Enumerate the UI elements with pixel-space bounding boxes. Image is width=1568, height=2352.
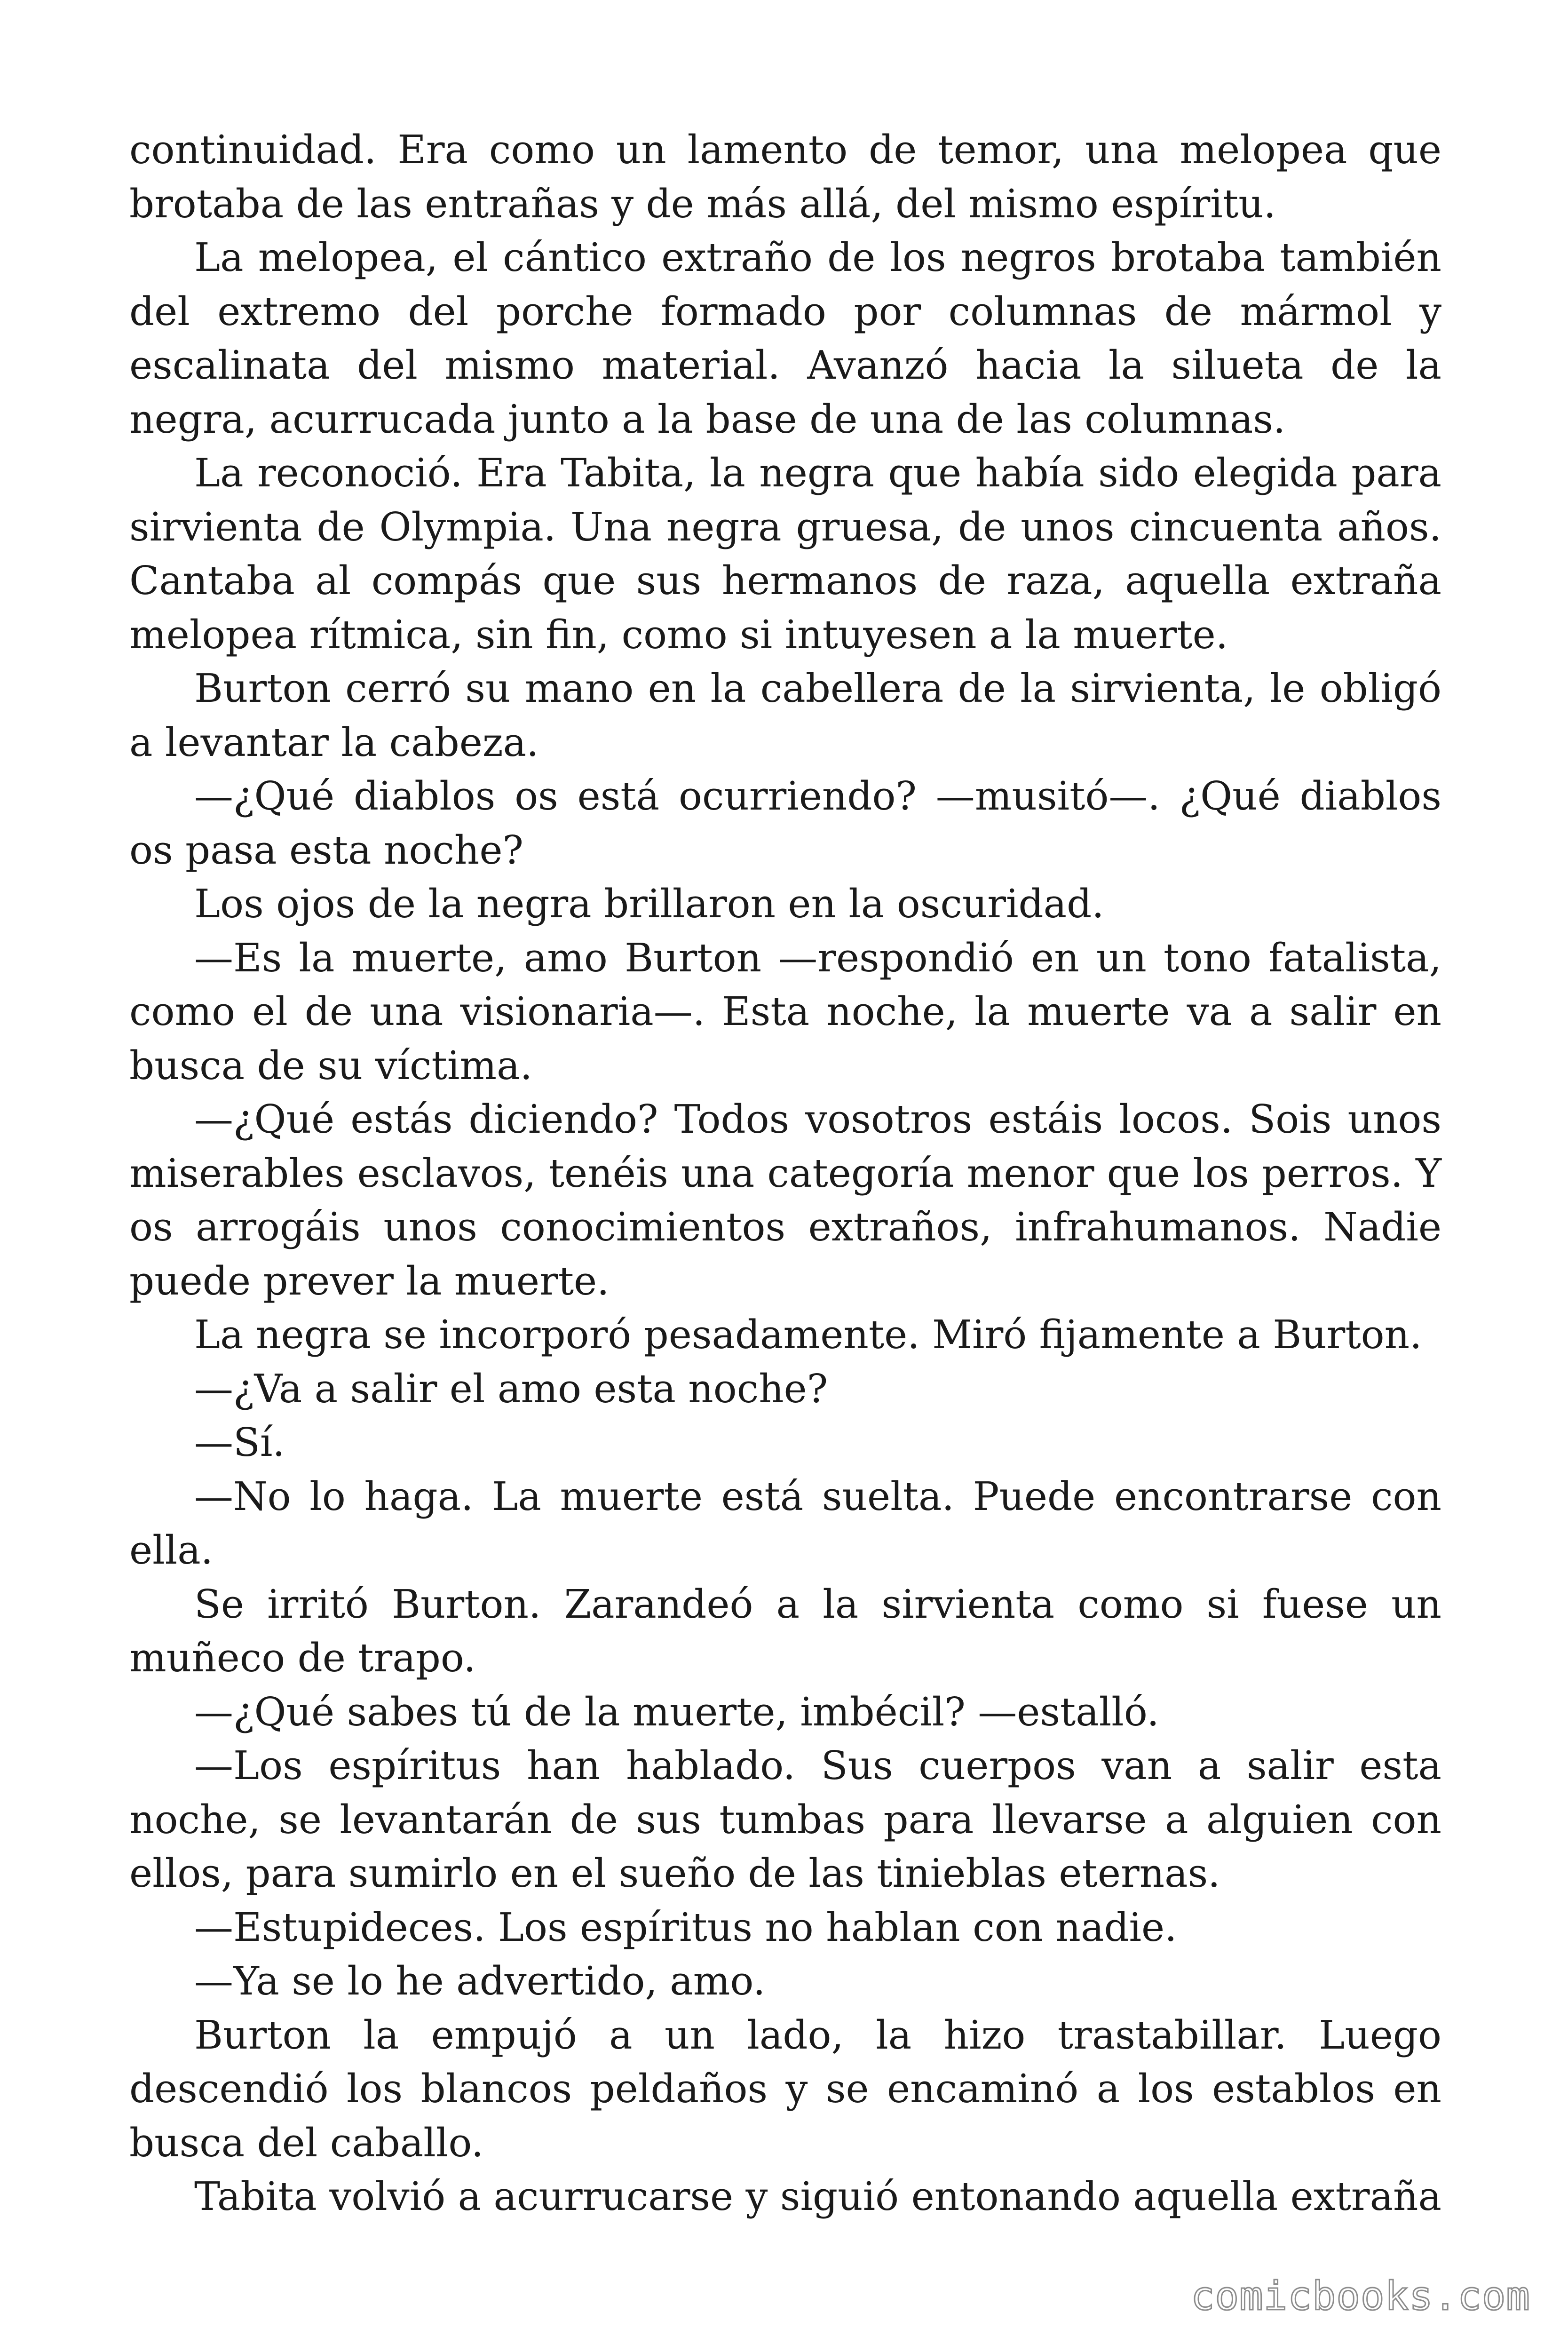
watermark: comicbooks.com	[1190, 2273, 1530, 2319]
paragraph: —¿Qué diablos os está ocurriendo? —musitó—. ¿Qué diablos os pasa esta noche?	[129, 773, 1441, 873]
paragraph: —Los espíritus han hablado. Sus cuerpos van a salir esta noche, se levantarán de sus tumbas para llevarse a alguien con ellos, para sumirlo en el sueño de las tinieblas eternas.	[129, 1743, 1441, 1896]
paragraph: —Estupideces. Los espíritus no hablan con nadie.	[194, 1904, 1177, 1950]
paragraph: —Ya se lo he advertido, amo.	[194, 1958, 766, 2004]
paragraph: La negra se incorporó pesadamente. Miró fijamente a Burton.	[194, 1312, 1422, 1358]
paragraph: —¿Va a salir el amo esta noche?	[194, 1366, 828, 1412]
paragraph: continuidad. Era como un lamento de temor, una melopea que brotaba de las entrañas y de más allá, del mismo espíritu.	[129, 127, 1441, 227]
paragraph: —¿Qué estás diciendo? Todos vosotros estáis locos. Sois unos miserables esclavos, tenéis una categoría menor que los perros. Y os arrogáis unos conocimientos extraños, infrahumanos. Nadie puede prever la muerte.	[129, 1097, 1441, 1304]
paragraph: Burton la empujó a un lado, la hizo trastabillar. Luego descendió los blancos peldaños y se encaminó a los establos en busca del caballo.	[129, 2012, 1441, 2166]
paragraph-continues: Tabita volvió a acurrucarse y siguió entonando aquella extraña	[194, 2174, 1441, 2219]
paragraph: La reconoció. Era Tabita, la negra que había sido elegida para sirvienta de Olympia. Una negra gruesa, de unos cincuenta años. Cantaba al compás que sus hermanos de raza, aquella extraña melopea rítmica, sin fin, como si intuyesen a la muerte.	[129, 450, 1441, 658]
body-text	[129, 123, 1441, 2224]
paragraph: —Sí.	[194, 1420, 285, 1465]
paragraph: La melopea, el cántico extraño de los negros brotaba también del extremo del porche formado por columnas de mármol y escalinata del mismo material. Avanzó hacia la silueta de la negra, acurrucada junto a la base de una de las columnas.	[129, 235, 1441, 442]
paragraph: —¿Qué sabes tú de la muerte, imbécil? —estalló.	[194, 1689, 1159, 1735]
paragraph: Se irritó Burton. Zarandeó a la sirvienta como si fuese un muñeco de trapo.	[129, 1581, 1441, 1681]
paragraph: Los ojos de la negra brillaron en la oscuridad.	[194, 881, 1104, 927]
paragraph: —Es la muerte, amo Burton —respondió en un tono fatalista, como el de una visionaria—. Esta noche, la muerte va a salir en busca de su víctima.	[129, 935, 1441, 1089]
paragraph: —No lo haga. La muerte está suelta. Puede encontrarse con ella.	[129, 1473, 1441, 1573]
paragraph: Burton cerró su mano en la cabellera de la sirvienta, le obligó a levantar la cabeza.	[129, 666, 1441, 765]
